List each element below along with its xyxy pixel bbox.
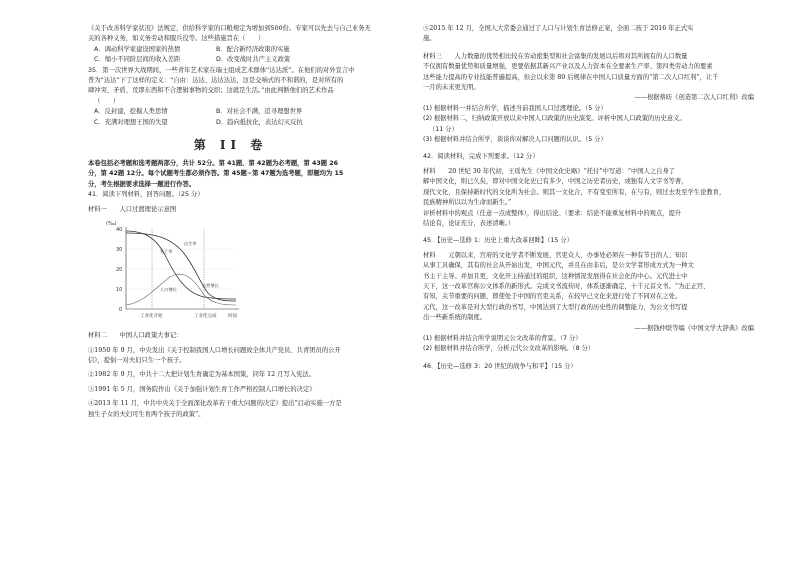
q45-material-line6: 元代，这一改革是对大型行政的书写，中国达到了大型行政的历史性的调整能力，为公文书写提 [423, 303, 688, 311]
policy-2015-line1: ⑤2015 年 12 月，全国人大常委会通过了人口与计划生育法修正案，全面二孩于 2016 年正式实 [423, 25, 694, 32]
q45-source: ——据钱仲联等编《中国文学大辞典》改编 [634, 324, 754, 332]
policy-1982: ②1982 年 9 月，中共十二大把计划生育确定为基本国策，同年 12 月写入宪法。 [88, 371, 315, 379]
q35-answer-bracket: （ ） [94, 97, 120, 105]
q45-material-line2: 从事工具确保，其有的社会从开始出发，中国元代，并且在由非后，是公文学者形成方式为一种文 [423, 262, 694, 270]
material-one-title: 材料一 人口过渡理论示意图 [88, 205, 177, 213]
q35-option-b: B．对社会不满，追寻理想世界 [216, 108, 303, 116]
q46-heading: 46．【历史—选修 3：20 世纪的战争与和平】（15 分） [423, 362, 577, 370]
q41-sub2-line2: （11 分） [429, 125, 458, 133]
q42-heading: 42．阅读材料，完成下列要求。（12 分） [423, 153, 539, 161]
q35-stem-line1: 35．第一次世界大战期间，一些青年艺术家在瑞士组成艺术群体“达达派”。在他们的对外宣言中 [88, 66, 355, 74]
material-three-line1: 材料三 人力数量的优势相比较在劳动密集型和社会富集的发展以后将对其所拥有的人口数量 [423, 52, 688, 60]
y-tick-label: 10 [116, 287, 123, 294]
policy-1950-line2: 信》，提倡一对夫妇只生一个孩子。 [88, 356, 186, 364]
section-instruction-line2: 分，第 42题 12分。每个试题考生都必须作答。第 45题~第 47题为选考题，即题均为 15 [88, 170, 344, 178]
material-three-line4: 一月的未来更光明。 [423, 84, 480, 92]
policy-2013-line2: 独生子女的夫妇可生育两个孩子的政策”。 [88, 410, 205, 418]
q41-heading: 41．阅读下列材料，回答问题。（25 分） [88, 191, 204, 199]
curve-label: 死亡率 [160, 249, 173, 255]
q41-sub2-line1: (2) 根据材料二，归纳政策开放以来中国人口政策的历史演变。评析中国人口政策的历史意义。 [423, 115, 686, 123]
q42-requirement-line2: 结论有，论证充分，表述清晰。） [423, 219, 515, 227]
q45-material-line7: 出一些新系统的制度。 [423, 314, 486, 322]
section-instruction-line3: 分，考生根据要求选择一题进行作答。 [88, 180, 196, 188]
q35-options-row2 [88, 118, 373, 128]
q34-stem-line1: 《关于改善科学家状况》法规定，供给科学家的口粮规定为增加到500份。专家可以先去与自己业务无 [88, 25, 371, 32]
material-two-title: 材料二 中国人口政策大事记： [88, 332, 183, 340]
q41-sub1: (1) 根据材料一并结合所学，描述当前我国人口过渡理论。（5 分） [423, 104, 607, 112]
y-tick-label: 0 [119, 307, 123, 314]
natural-growth-curve [126, 274, 236, 305]
y-tick-label: 20 [116, 267, 123, 274]
death-rate-curve [126, 231, 236, 299]
q35-option-d: D．趋向抵抗化，表达幻灭反抗 [216, 118, 303, 126]
y-tick-label: 30 [116, 247, 123, 254]
q35-option-a: A．反封建，挖掘人类思情 [94, 108, 168, 116]
q45-material-line4: 天下，这一改革官称公文体系的新形式。完成文书流传时，体系逐渐确定，十千元首文书。“为正正官、 [423, 282, 710, 290]
birth-rate-curve [126, 233, 236, 301]
q45-material-line5: 有知，关节重要的问题，即使处于中国的官吏关系，在较早已文化来进行处了不同对在之处。 [423, 293, 682, 301]
q42-material-line1: 材料 20 世纪 30 年代初，王瑶先生《中国文化史略》“托付”中写道：“中国人之自身了 [423, 167, 676, 175]
y-tick-label: 40 [116, 227, 123, 234]
q34-option-c: C．缩小不同阶层间的收入差距 [94, 56, 181, 64]
curve-label: 人口增长 [160, 287, 177, 293]
q34-options-row1 [88, 45, 373, 55]
q35-options-row1 [88, 107, 373, 117]
q45-heading: 45．【历史—选修 1：历史上重大改革回眸】（15 分） [423, 237, 573, 245]
q41-sub3: (3) 根据材料并结合所学，谈谈你对解决人口问题的认识。（5 分） [423, 136, 607, 144]
y-unit-label: (‰) [106, 221, 117, 228]
q45-sub2: (2) 根据材料并结合所学，分析元代公文改革的影响。（8 分） [423, 345, 595, 353]
q34-stem-line2: 关的各种义务，如义务劳动和服兵役等。这些措施旨在（ ） [88, 35, 265, 43]
material-three-line3: 这些能力提高的专业技能普遍提高，但会以来第 80 后规律在中国人口质量方面的“第二次人口红利”，让千 [423, 73, 719, 81]
right-page [397, 0, 794, 562]
q34-option-d: D．改变战时共产主义政策 [216, 56, 291, 64]
x-axis-label: 工业化完成 [194, 314, 217, 320]
q42-material-line4: 民族精神所以以为生命而新生。” [423, 199, 512, 207]
q35-option-c: C．充满对理想王国的失望 [94, 118, 168, 126]
policy-2015-line2: 施。 [423, 35, 436, 43]
q34-option-b: B．配合新经济政策的实施 [216, 45, 290, 53]
policy-1950-line1: ①1950 年 9 月，中央发出《关于控制我国人口增长问题致全体共产党员、共青团员的公开 [88, 346, 341, 354]
q42-material-line3: 现代文化，且保持新时代的文化所为社会。则其一文化合，不有变至所有，在与有，则过去发至学生论教育， [423, 188, 726, 196]
x-axis-label: 时间 [228, 314, 237, 320]
section-title: 第 II 卷 [193, 138, 268, 153]
q42-requirement-line1: 评析材料中的观点（任意一点或整体），得出结论。（要求：结论不能重复材料中的观点，提升 [423, 209, 682, 217]
material-three-line2: 不仅拥有数量优势和质量增强，更要依据其新兴产业以及人力资本在全要素生产率、第四类劳动力的要素 [423, 63, 713, 71]
q45-material-line1: 材料 元朝以来，宫府的文化学者不断发展，官吏众人、办事处必须在一种有节日的人、知识 [423, 251, 688, 259]
q34-options-row2 [88, 55, 373, 65]
policy-2013-line1: ④2013 年 11 月，中共中央关于全面深化改革若干重大问题的决定》提出“启动实施一方是 [88, 400, 342, 408]
q42-material-line2: 解中国文化，则已久矣，即对中国文化史已有多少，中国之历史者历史，或独有人文字书等著， [423, 178, 688, 186]
chart-svg [104, 217, 254, 327]
q35-stem-line2: 普为“达达”下了这样的定义：“自由：达达、达达达达，这是交响式的不和谐的，是对所有的 [88, 77, 344, 85]
q45-sub1: (1) 根据材料并结合所学说明元公文改革的背景。（7 分） [423, 334, 582, 342]
curve-label: 出生率 [184, 241, 197, 247]
curve-label: 自然增长 [202, 283, 219, 289]
section-instruction-line1: 本卷包括必考题和选考题两部分，共计 52分。第 41题、第 42题为必考题，第 43题 26 [88, 160, 338, 168]
q34-option-a: A．调动科学家建设国家的热情 [94, 45, 181, 53]
q45-material-line3: 书主干主导。并加且更，文化开主持通过的组织，这种情况发展得在社会化的中心。元代进士中 [423, 272, 688, 280]
population-transition-chart [104, 217, 254, 327]
material-three-source: ——根据蔡昉《创造第二次人口红利》改编 [634, 94, 754, 102]
q35-stem-line3: 肆冲突、矛盾、荒谬东西和不合逻辑事物的交织；这就是生活。”由此判断他们的艺术作品 [88, 87, 334, 95]
policy-1991: ③1991 年 5 月，国务院作出《关于加强计划生育工作严格控制人口增长的决定》 [88, 385, 316, 393]
x-axis-label: 工业化开始 [140, 314, 163, 320]
